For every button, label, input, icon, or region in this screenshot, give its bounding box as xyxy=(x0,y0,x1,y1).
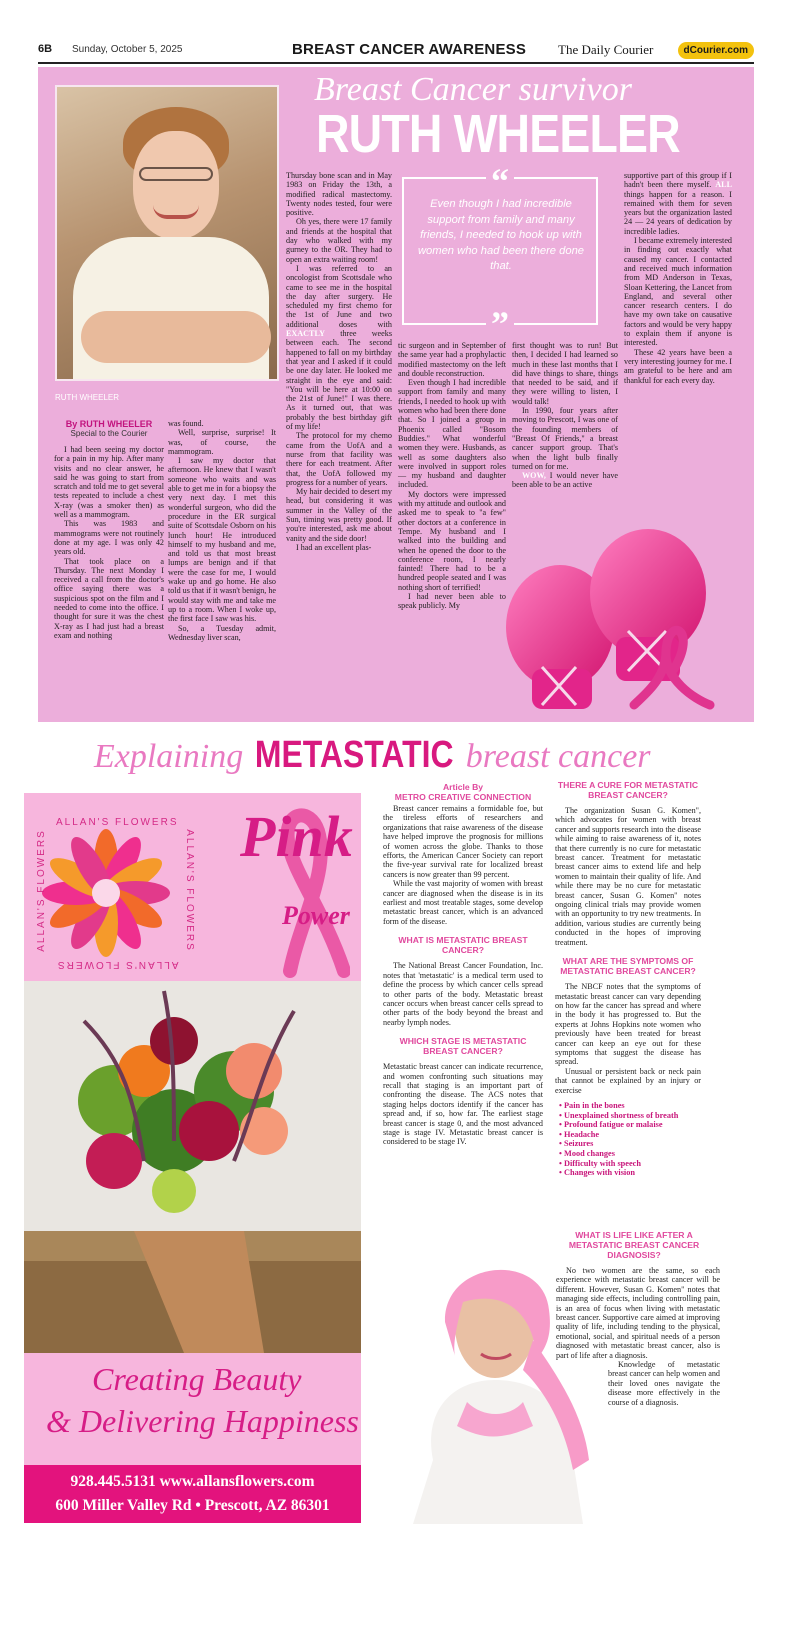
paragraph: The protocol for my chemo came from the UofA and a nurse from that facility was there for each treatment. After that, the UofA followed my progress for a number of years. xyxy=(286,431,392,487)
paragraph: Breast cancer remains a formidable foe, but the tireless efforts of researchers and organizations that raise awareness of the disease have helped improve the prognosis for millions of women across the globe. Thanks to those efforts, the American Cancer Society can report the five-year survival rate for localized breast cancers is now greater than 99 percent. xyxy=(383,804,543,879)
power-word: Power xyxy=(282,901,350,930)
paragraph: Knowledge of metastatic breast cancer can help women and their loved ones navigate the disease more effectively in the course of a diagnosis. xyxy=(608,1360,720,1407)
feature-headline xyxy=(94,734,651,777)
paragraph: Well, surprise, surprise! It was, of course, the mammogram. xyxy=(168,428,276,456)
paragraph: first thought was to run! But then, I decided I had learned so much in these last months that I did have things to share, things that needed to be said, and if they were willing to listen, I would talk! xyxy=(512,341,618,406)
emphasis: ALL xyxy=(715,180,732,190)
pull-quote xyxy=(402,161,598,344)
paragraph: I had never been able to speak publicly. My xyxy=(398,592,506,611)
feature-column-1 xyxy=(383,782,543,1147)
paragraph: My doctors were impressed with my attitude and outlook and asked me to speak to "a few" other doctors at a conference in Tempe. My husband and I walked into the building and when he opened the door to the conference room, I nearly fainted! There had to be a hundred people seated and I was nothing short of terrified! xyxy=(398,489,506,592)
list-item: • Difficulty with speech xyxy=(559,1159,701,1169)
feature-title-post: breast cancer xyxy=(465,738,651,775)
list-item: • Changes with vision xyxy=(559,1168,701,1178)
subhead: WHAT IS LIFE LIKE AFTER A METASTATIC BREAST CANCER DIAGNOSIS? xyxy=(568,1230,700,1260)
emphasis: WOW, xyxy=(522,471,546,481)
paragraph: supportive part of this group if I hadn't been there myself. xyxy=(624,171,732,190)
paragraph: In 1990, four years after moving to Prescott, I was one of the founding members of "Breast Of Friends," a breast cancer support group. That's when the light bulb finally turned on for me. xyxy=(512,406,618,471)
feature-title-bold: METASTATIC xyxy=(255,734,454,776)
paragraph: This was 1983 and mammograms were not routinely done at my age. I was only 42 years old. xyxy=(54,519,164,557)
paragraph: The NBCF notes that the symptoms of metastatic breast cancer can vary depending on how far the cancer has spread and where in the body it has progressed to. But the experts at Johns Hopkins note women who previously have been treated for breast cancer can keep an eye out for these symptoms that suggest the disease has spread. xyxy=(555,982,701,1067)
section-title: BREAST CANCER AWARENESS xyxy=(292,41,527,58)
brand-ring-left: ALLAN'S FLOWERS xyxy=(35,829,47,952)
ad-contact-bar xyxy=(24,1465,361,1523)
emphasis: EXACTLY xyxy=(286,329,325,339)
paragraph: I had an excellent plas- xyxy=(296,542,372,552)
page-header xyxy=(38,40,754,62)
ad-slogan-1: Creating Beauty xyxy=(92,1361,302,1397)
list-item: • Headache xyxy=(559,1130,701,1140)
story-column-5 xyxy=(512,341,618,490)
survivor-story xyxy=(38,67,754,722)
paragraph: three weeks between each. The second happened to fall on my birthday that year and I asked if it could be one day later. He looked me straight in the eye and said: "You will be here at 10:00 on the 21st of June!" I was there. As it turned out, that was probably the best birthday gift of my life! xyxy=(286,329,392,432)
survivor-photo xyxy=(55,85,279,381)
paper-name: The Daily Courier xyxy=(558,42,654,57)
ad-logo xyxy=(24,793,210,981)
subhead: WHAT ARE THE SYMPTOMS OF METASTATIC BREAST CANCER? xyxy=(560,956,696,977)
paragraph: tic surgeon and in September of the same year had a prophylactic modified mastectomy on the left and double reconstruction. xyxy=(398,341,506,378)
story-headline: RUTH WHEELER xyxy=(316,104,680,164)
feature-column-2 xyxy=(555,780,701,1188)
close-quote-icon: ” xyxy=(486,315,514,337)
paragraph: The organization Susan G. Komen", which advocates for women with breast cancer and supports research into the disease while aiming to raise awareness of it, notes that there currently is no cure for metastatic breast cancer. Treatment for metastatic breast cancer aims to extend life and help women to maintain their quality of life. And while there may be no cure for metastatic breast cancer, Susan G. Komen" notes ongoing clinical trials may provide women with an opportunity to try new treatments. In addition, various studies are currently being conducted in the hopes of improving treatment. xyxy=(555,806,701,947)
list-item: • Unexplained shortness of breath xyxy=(559,1111,701,1121)
paragraph: While the vast majority of women with breast cancer are diagnosed when the disease is in its earliest and most treatable stages, some develop metastatic breast cancer, which is an advanced form of the disease. xyxy=(383,879,543,926)
subhead: WHAT IS METASTATIC BREAST CANCER? xyxy=(398,935,528,956)
paragraph: Unusual or persistent back or neck pain that cannot be explained by an injury or exercise xyxy=(555,1066,701,1095)
list-item: • Seizures xyxy=(559,1139,701,1149)
story-kicker: Breast Cancer survivor xyxy=(314,71,632,108)
header-rule xyxy=(38,62,754,64)
story-column-6 xyxy=(624,171,732,385)
ad-contact[interactable]: 928.445.5131 www.allansflowers.com xyxy=(70,1473,315,1490)
article-credit: Article By xyxy=(442,782,484,792)
paragraph: was found. xyxy=(168,419,204,428)
paragraph: things happen for a reason. I remained with them for seven years but the organization lasted 24 — 24 years of dedication by incredible ladies. xyxy=(624,189,732,236)
allans-flowers-ad xyxy=(24,793,361,1523)
paragraph: I was referred to an oncologist from Scottsdale who came to see me in the hospital the day after surgery. He scheduled my first chemo for the 1st of June and two additional doses with xyxy=(286,263,392,329)
ad-address: 600 Miller Valley Rd • Prescott, AZ 86301 xyxy=(55,1497,330,1514)
paragraph: Oh yes, there were 17 family and friends at the hospital that day who walked with my gurney to the OR. They had to open an extra waiting room! xyxy=(286,217,392,264)
symptom-list xyxy=(559,1101,701,1178)
pull-quote-text: Even though I had incredible support from family and many friends, I needed to hook up with women who had been there done that. xyxy=(417,198,585,272)
feature-title-pre: Explaining xyxy=(94,738,244,775)
article-credit-source: METRO CREATIVE CONNECTION xyxy=(394,792,532,802)
open-quote-icon: “ xyxy=(486,165,514,187)
paragraph: These 42 years have been a very interesting journey for me. I am grateful to be here and am thankful for each every day. xyxy=(624,347,732,385)
feature-column-3 xyxy=(548,1230,720,1407)
list-item: • Pain in the bones xyxy=(559,1101,701,1111)
paragraph: I had been seeing my doctor for a pain in my hip. After many visits and no clear answer, he said he was going to start from scratch and told me to get several tests repeated to include a chest X-ray (was a smoker then) as well as a mammogram. xyxy=(54,445,164,520)
paragraph: Even though I had incredible support from family and many friends, I needed to hook up with women who had been there done that. So I joined a group in Phoenix called "Bosom Buddies." What wonderful women they were. Husbands, as well as some daughters also were involved in support roles — my husband and daughter included. xyxy=(398,378,506,490)
paragraph: Metastatic breast cancer can indicate recurrence, and women confronting such situations may recall that staging is an important part of confronting the disease. The ACS notes that staging helps doctors identify if the cancer has spread and, if so, how far. The earliest stage breast cancer is stage 0, and the most advanced stage is stage IV. Metastatic breast cancer is considered to be stage IV. xyxy=(383,1062,543,1147)
paragraph: I became extremely interested in finding out exactly what caused my cancer. I contacted and received much information from MD Anderson in Texas, Sloan Kettering, the Lancet from England, and several other cancer research centers. I do have my own take on causative factors and would be very happy to explain them if anyone is interested. xyxy=(624,236,732,348)
paragraph: Thursday bone scan and in May 1983 on Friday the 13th, a modified radical mastectomy. Twenty nodes tested, four were positive. xyxy=(286,171,392,218)
story-column-1 xyxy=(54,419,164,640)
subhead: WHICH STAGE IS METASTATIC BREAST CANCER? xyxy=(399,1036,527,1057)
story-column-3 xyxy=(286,171,392,552)
paragraph: The National Breast Cancer Foundation, Inc. notes that 'metastatic' is a medical term used to define the process by which cancer cells spread to other parts of the body. Metastatic breast cancer occurs when breast cancer cells spread to other parts of the body beyond the breast and nearby lymph nodes. xyxy=(383,961,543,1027)
list-item: • Mood changes xyxy=(559,1149,701,1159)
paragraph: I saw my doctor that afternoon. He knew that I wasn't someone who waits and was able to get me in for a biopsy the very next day. I met this wonderful surgeon, who did the procedure in the ER surgical suite of Scottsdale Osborn on his lunch hour! He introduced himself to my husband and me, and told us that most breast lumps are benign and if that were the case for me, I would wake up and go home. He also told us that if it wasn't benign, he would stay with me and take me up to a room. When I woke up, the first face I saw was his. xyxy=(168,456,276,624)
photo-caption: RUTH WHEELER xyxy=(55,393,120,402)
subhead: THERE A CURE FOR METASTATIC BREAST CANCER? xyxy=(557,780,699,800)
issue-date: Sunday, October 5, 2025 xyxy=(72,44,183,55)
paragraph: I would never have been able to be an active xyxy=(512,471,618,490)
brand-ring-right: ALLAN'S FLOWERS xyxy=(183,829,195,952)
story-column-4 xyxy=(398,341,506,611)
list-item: • Profound fatigue or malaise xyxy=(559,1120,701,1130)
page-number: 6B xyxy=(38,43,53,55)
paragraph: My hair decided to desert my head, but considering it was summer in the Valley of the Sun, timing was pretty good. If you're interested, ask me about vanity and the side door! xyxy=(286,487,392,543)
brand-ring-top: ALLAN'S FLOWERS xyxy=(56,817,179,828)
ad-slogan-2: & Delivering Happiness xyxy=(46,1403,359,1439)
site-link[interactable]: dCourier.com xyxy=(678,42,754,59)
boxing-gloves-illustration xyxy=(498,519,722,715)
paragraph: No two women are the same, so each experience with metastatic breast cancer will be different. However, Susan G. Komen" notes that managing side effects, including controlling pain, is an area of focus when living with metastatic breast cancer. Supportive care aimed at improving quality of life, including tending to the physical, emotional, social, and spiritual needs of a person diagnosed with metastatic breast cancer, also is part of life after a diagnosis. xyxy=(556,1266,720,1360)
brand-ring-bottom: ALLAN'S FLOWERS xyxy=(56,959,179,970)
flower-bouquet-photo xyxy=(24,981,361,1353)
story-column-2 xyxy=(168,419,276,642)
paragraph: So, a Tuesday admit, Wednesday liver scan, xyxy=(168,623,276,642)
paragraph: That took place on a Thursday. The next Monday I received a call from the doctor's office saying there was a suspicious spot on the film and I needed to come into the office. I thought for sure it was the chest X-ray as I had just had a breast exam and nothing xyxy=(54,556,164,640)
byline-sub: Special to the Courier xyxy=(70,429,148,438)
pink-word: Pink xyxy=(240,804,353,869)
byline: By RUTH WHEELER xyxy=(65,419,153,429)
